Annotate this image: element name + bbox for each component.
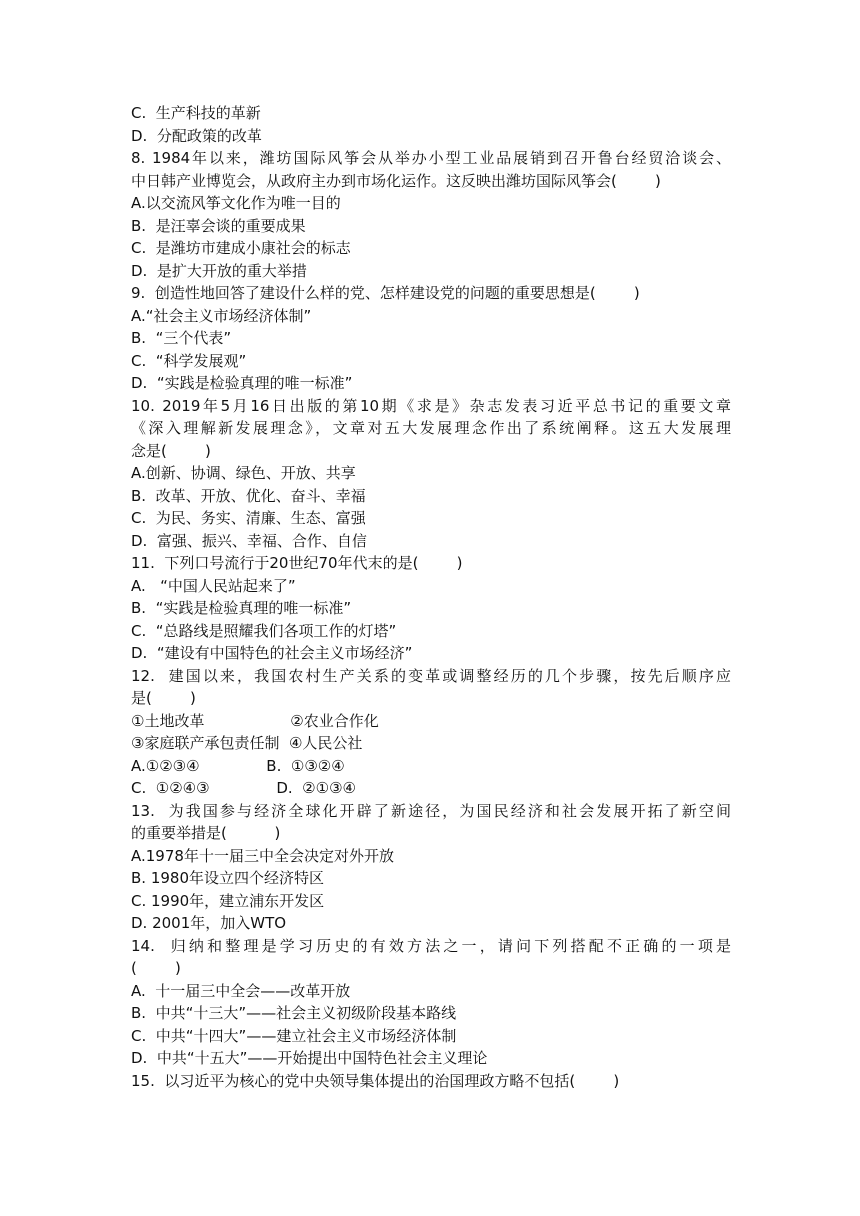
text-line: 13. 为我国参与经济全球化开辟了新途径，为国民经济和社会发展开拓了新空间 [131,801,731,820]
text-line: D. “实践是检验真理的唯一标准” [131,374,353,392]
text-line: C. “科学发展观” [131,351,247,370]
text-line: B. 改革、开放、优化、奋斗、幸福 [131,486,366,505]
text-line: B. 是汪辜会谈的重要成果 [131,216,306,235]
text-line: B. 1980年设立四个经济特区 [131,869,325,887]
text-line: C. 为民、务实、清廉、生态、富强 [131,509,366,527]
text-line: 14. 归纳和整理是学习历史的有效方法之一，请问下列搭配不正确的一项是 [131,936,731,955]
text-line: A.创新、协调、绿色、开放、共享 [131,464,356,482]
text-line: A.以交流风筝文化作为唯一目的 [131,194,341,212]
text-line: D. 中共“十五大”——开始提出中国特色社会主义理论 [131,1049,488,1067]
text-line: A.1978年十一届三中全会决定对外开放 [131,846,394,865]
text-line: B. “实践是检验真理的唯一标准” [131,599,352,617]
text-line: 10. 2019年5月16日出版的第10期《求是》杂志发表习近平总书记的重要文章 [131,396,731,415]
text-line: C. ①②④③ D. ②①③④ [131,779,356,797]
text-line: 《深入理解新发展理念》，文章对五大发展理念作出了系统阐释。这五大发展理 [131,419,731,437]
text-line: C. 是潍坊市建成小康社会的标志 [131,239,351,257]
text-line: D. “建设有中国特色的社会主义市场经济” [131,644,413,662]
text-line: 中日韩产业博览会，从政府主办到市场化运作。这反映出潍坊国际风筝会( ) [131,171,661,190]
text-line: C. 中共“十四大”——建立社会主义市场经济体制 [131,1026,457,1045]
text-line: B. “三个代表” [131,329,232,347]
text-line: C. 生产科技的革新 [131,104,261,122]
text-line: 念是( ) [131,441,211,460]
text-line: A. 十一届三中全会——改革开放 [131,981,351,1000]
text-line: A.①②③④ B. ①③②④ [131,756,345,775]
text-line: ( ) [131,959,181,977]
text-line: 8. 1984年以来，潍坊国际风筝会从举办小型工业品展销到召开鲁台经贸洽谈会、 [131,149,731,167]
text-line: ③家庭联产承包责任制 ④人民公社 [131,734,363,752]
text-line: C. 1990年，建立浦东开发区 [131,891,325,910]
text-line: ①土地改革 ②农业合作化 [131,711,379,730]
text-line: D. 分配政策的改革 [131,126,262,145]
text-line: D. 富强、振兴、幸福、合作、自信 [131,531,367,550]
text-line: B. 中共“十三大”——社会主义初级阶段基本路线 [131,1004,457,1022]
text-line: 15. 以习近平为核心的党中央领导集体提出的治国理政方略不包括( ) [131,1071,620,1090]
text-line: 9. 创造性地回答了建设什么样的党、怎样建设党的问题的重要思想是( ) [131,284,640,302]
text-line: A. “中国人民站起来了” [131,576,296,595]
text-line: D. 是扩大开放的重大举措 [131,261,307,280]
text-line: D. 2001年，加入WTO [131,914,287,932]
text-line: C. “总路线是照耀我们各项工作的灯塔” [131,621,397,640]
text-line: 11. 下列口号流行于20世纪70年代末的是( ) [131,554,463,572]
document-page [131,102,731,1092]
text-line: 12. 建国以来，我国农村生产关系的变革或调整经历的几个步骤，按先后顺序应 [131,666,731,685]
text-line: 是( ) [131,689,196,707]
text-line: A.“社会主义市场经济体制” [131,306,312,325]
text-line: 的重要举措是( ) [131,824,281,842]
